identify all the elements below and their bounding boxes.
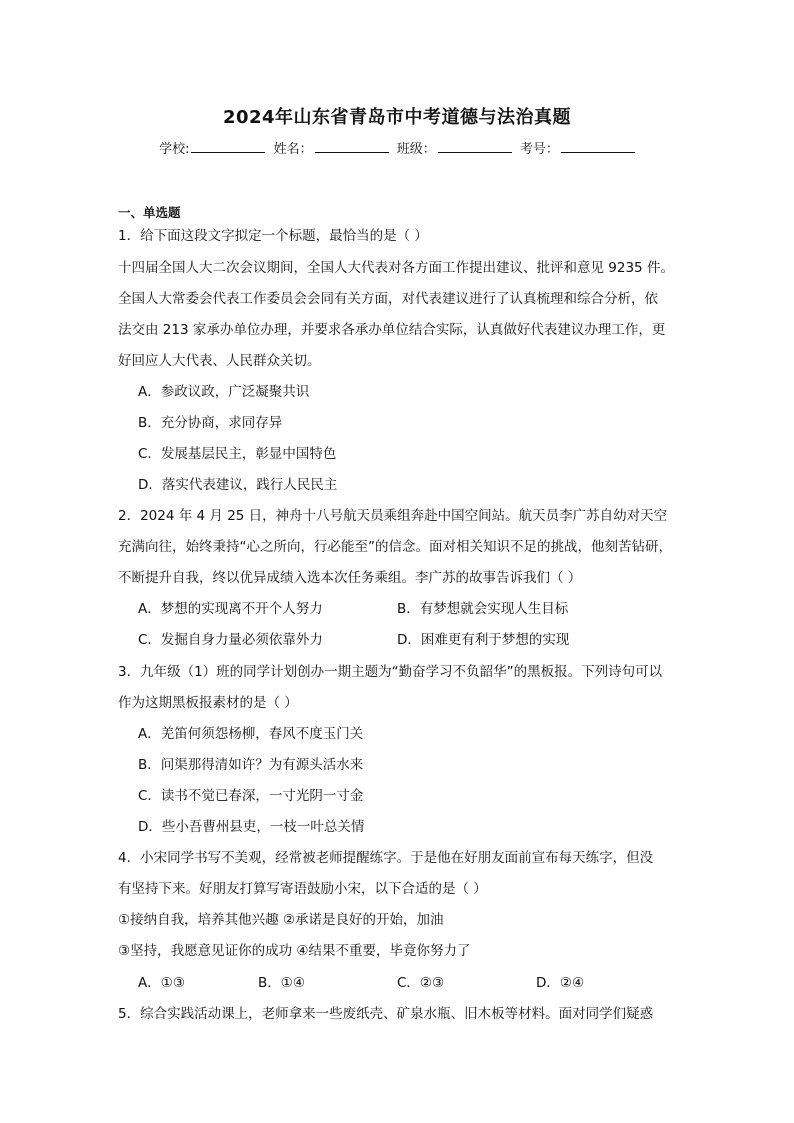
q3-option-b: B．问渠那得清如许？为有源头活水来 xyxy=(138,757,364,773)
exam-number-field xyxy=(520,138,635,157)
q4-option-d: D．②④ xyxy=(536,975,585,991)
q4-option-b: B．①④ xyxy=(258,975,305,991)
q4-statement-line: ①接纳自我，培养其他兴趣 ②承诺是良好的开始，加油 xyxy=(118,912,444,928)
q3-option-c: C．读书不觉已春深，一寸光阴一寸金 xyxy=(138,788,364,804)
q5-stem-line: 5．综合实践活动课上，老师拿来一些废纸壳、矿泉水瓶、旧木板等材料。面对同学们疑惑 xyxy=(118,1006,654,1022)
q3-option-d: D．些小吾曹州县吏，一枝一叶总关情 xyxy=(138,819,365,835)
q1-passage-line: 好回应人大代表、人民群众关切。 xyxy=(118,353,321,369)
student-info-row xyxy=(0,138,794,157)
name-label: 姓名： xyxy=(273,142,313,157)
q4-statement-line: ③坚持，我愿意见证你的成功 ④结果不重要，毕竟你努力了 xyxy=(118,943,471,959)
school-blank xyxy=(191,140,265,153)
class-blank xyxy=(438,140,512,153)
class-field xyxy=(397,138,512,157)
q2-stem-line: 2．2024 年 4 月 25 日，神舟十八号航天员乘组奔赴中国空间站。航天员李广苏自幼对天空 xyxy=(118,508,668,524)
exam-number-label: 考号： xyxy=(519,142,559,157)
q2-option-d: D．困难更有利于梦想的实现 xyxy=(397,632,570,648)
name-blank xyxy=(315,140,389,153)
q4-stem-line: 有坚持下来。好朋友打算写寄语鼓励小宋，以下合适的是（ ） xyxy=(118,881,487,897)
name-field xyxy=(274,138,389,157)
page-title: 2024年山东省青岛市中考道德与法治真题 xyxy=(222,107,572,128)
q1-option-a: A．参政议政，广泛凝聚共识 xyxy=(138,384,310,400)
q2-stem-line: 充满向往，始终秉持“心之所向，行必能至”的信念。面对相关知识不足的挑战，他刻苦钻研， xyxy=(118,539,672,555)
q4-option-c: C．②③ xyxy=(397,975,445,991)
q1-option-c: C．发展基层民主，彰显中国特色 xyxy=(138,446,337,462)
q2-stem-line: 不断提升自我，终以优异成绩入选本次任务乘组。李广苏的故事告诉我们（ ） xyxy=(118,570,582,586)
q2-option-b: B．有梦想就会实现人生目标 xyxy=(397,601,569,617)
q4-option-a: A．①③ xyxy=(138,975,185,991)
q4-stem-line: 4．小宋同学书写不美观，经常被老师提醒练字。于是他在好朋友面前宣布每天练字，但没 xyxy=(118,850,654,866)
q1-option-d: D．落实代表建议，践行人民民主 xyxy=(138,477,338,493)
q1-option-b: B．充分协商，求同存异 xyxy=(138,415,283,431)
class-label: 班级： xyxy=(396,142,436,157)
q2-option-c: C．发掘自身力量必须依靠外力 xyxy=(138,632,323,648)
q2-option-a: A．梦想的实现离不开个人努力 xyxy=(138,601,323,617)
q1-passage-line: 全国人大常委会代表工作委员会会同有关方面，对代表建议进行了认真梳理和综合分析，依 xyxy=(118,291,658,307)
q3-stem-line: 作为这期黑板报素材的是（ ） xyxy=(118,695,298,711)
q3-option-a: A．羌笛何须怨杨柳，春风不度玉门关 xyxy=(138,726,364,742)
q3-stem-line: 3．九年级（1）班的同学计划创办一期主题为“勤奋学习不负韶华”的黑板报。下列诗句可以 xyxy=(118,664,663,680)
school-field xyxy=(159,138,265,157)
section-heading: 一、单选题 xyxy=(118,205,181,220)
q1-passage-line: 十四届全国人大二次会议期间，全国人大代表对各方面工作提出建议、批评和意见 9235 件。 xyxy=(118,260,674,276)
school-label: 学校: xyxy=(159,142,190,157)
q1-stem: 1．给下面这段文字拟定一个标题，最恰当的是（ ） xyxy=(118,228,428,244)
q1-passage-line: 法交由 213 家承办单位办理，并要求各承办单位结合实际，认真做好代表建议办理工作，更 xyxy=(118,322,666,338)
exam-number-blank xyxy=(561,140,635,153)
